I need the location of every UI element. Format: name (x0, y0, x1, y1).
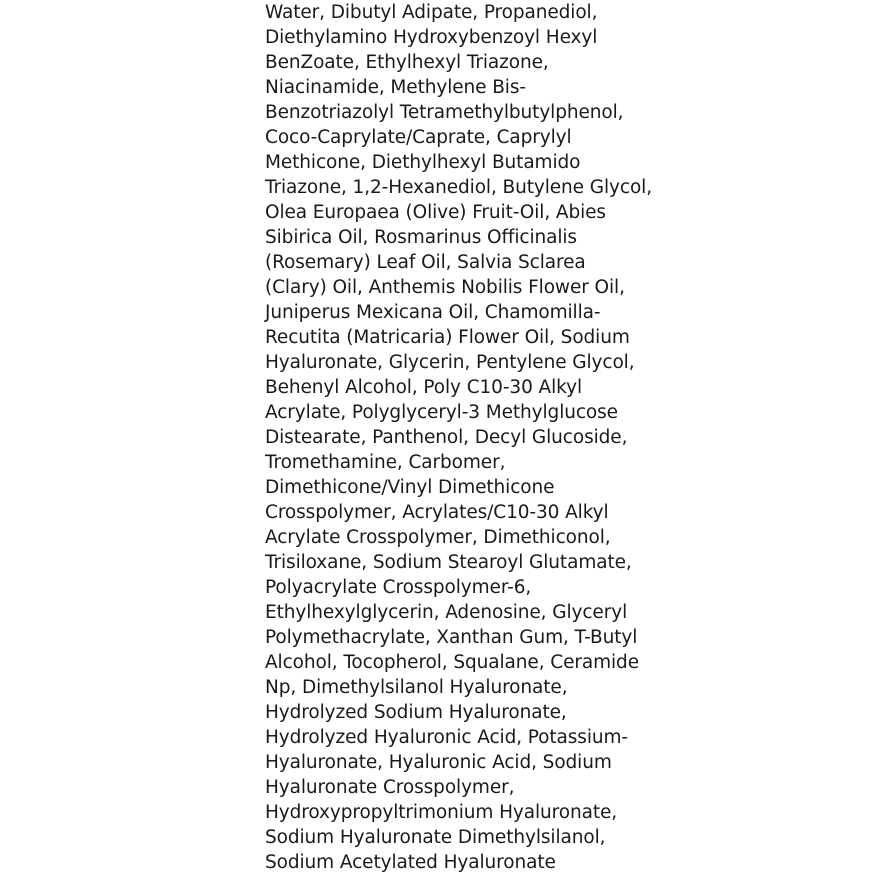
ingredient-line: Ethylhexylglycerin, Adenosine, Glyceryl (265, 602, 628, 623)
ingredient-line: Juniperus Mexicana Oil, Chamomilla- (265, 302, 601, 323)
ingredient-line: Diethylamino Hydroxybenzoyl Hexyl (265, 27, 598, 48)
ingredient-line: Dimethicone/Vinyl Dimethicone (265, 477, 555, 498)
ingredient-line: Hyaluronate Crosspolymer, (265, 777, 515, 798)
ingredient-line: Alcohol, Tocopherol, Squalane, Ceramide (265, 652, 639, 673)
ingredient-line: Polymethacrylate, Xanthan Gum, T-Butyl (265, 627, 638, 648)
ingredient-line: Niacinamide, Methylene Bis- (265, 77, 526, 98)
ingredient-line: Acrylate, Polyglyceryl-3 Methylglucose (265, 402, 618, 423)
ingredient-line: Trisiloxane, Sodium Stearoyl Glutamate, (265, 552, 632, 573)
ingredient-line: Acrylate Crosspolymer, Dimethiconol, (265, 527, 611, 548)
ingredient-line: Hydrolyzed Hyaluronic Acid, Potassium- (265, 727, 629, 748)
ingredient-line: Sodium Hyaluronate Dimethylsilanol, (265, 827, 606, 848)
ingredient-line: Hydroxypropyltrimonium Hyaluronate, (265, 802, 618, 823)
ingredient-line: Behenyl Alcohol, Poly C10-30 Alkyl (265, 377, 582, 398)
ingredient-line: Hyaluronate, Hyaluronic Acid, Sodium (265, 752, 612, 773)
ingredient-line: Recutita (Matricaria) Flower Oil, Sodium (265, 327, 630, 348)
ingredient-list (265, 0, 685, 875)
ingredient-line: Hydrolyzed Sodium Hyaluronate, (265, 702, 567, 723)
ingredient-line: Tromethamine, Carbomer, (265, 452, 506, 473)
ingredient-line: BenZoate, Ethylhexyl Triazone, (265, 52, 549, 73)
ingredient-line: Sibirica Oil, Rosmarinus Officinalis (265, 227, 577, 248)
ingredient-line: Triazone, 1,2-Hexanediol, Butylene Glycol, (265, 177, 652, 198)
ingredient-line: Hyaluronate, Glycerin, Pentylene Glycol, (265, 352, 635, 373)
ingredient-line: (Clary) Oil, Anthemis Nobilis Flower Oil, (265, 277, 625, 298)
ingredient-line: Np, Dimethylsilanol Hyaluronate, (265, 677, 568, 698)
ingredient-line: Coco-Caprylate/Caprate, Caprylyl (265, 127, 572, 148)
ingredient-line: Benzotriazolyl Tetramethylbutylphenol, (265, 102, 624, 123)
ingredient-line: Sodium Acetylated Hyaluronate (265, 852, 556, 873)
ingredient-line: Methicone, Diethylhexyl Butamido (265, 152, 581, 173)
ingredient-line: (Rosemary) Leaf Oil, Salvia Sclarea (265, 252, 586, 273)
ingredient-line: Olea Europaea (Olive) Fruit-Oil, Abies (265, 202, 606, 223)
ingredient-line: Water, Dibutyl Adipate, Propanediol, (265, 2, 598, 23)
ingredient-line: Crosspolymer, Acrylates/C10-30 Alkyl (265, 502, 609, 523)
ingredient-line: Distearate, Panthenol, Decyl Glucoside, (265, 427, 628, 448)
ingredient-line: Polyacrylate Crosspolymer-6, (265, 577, 532, 598)
